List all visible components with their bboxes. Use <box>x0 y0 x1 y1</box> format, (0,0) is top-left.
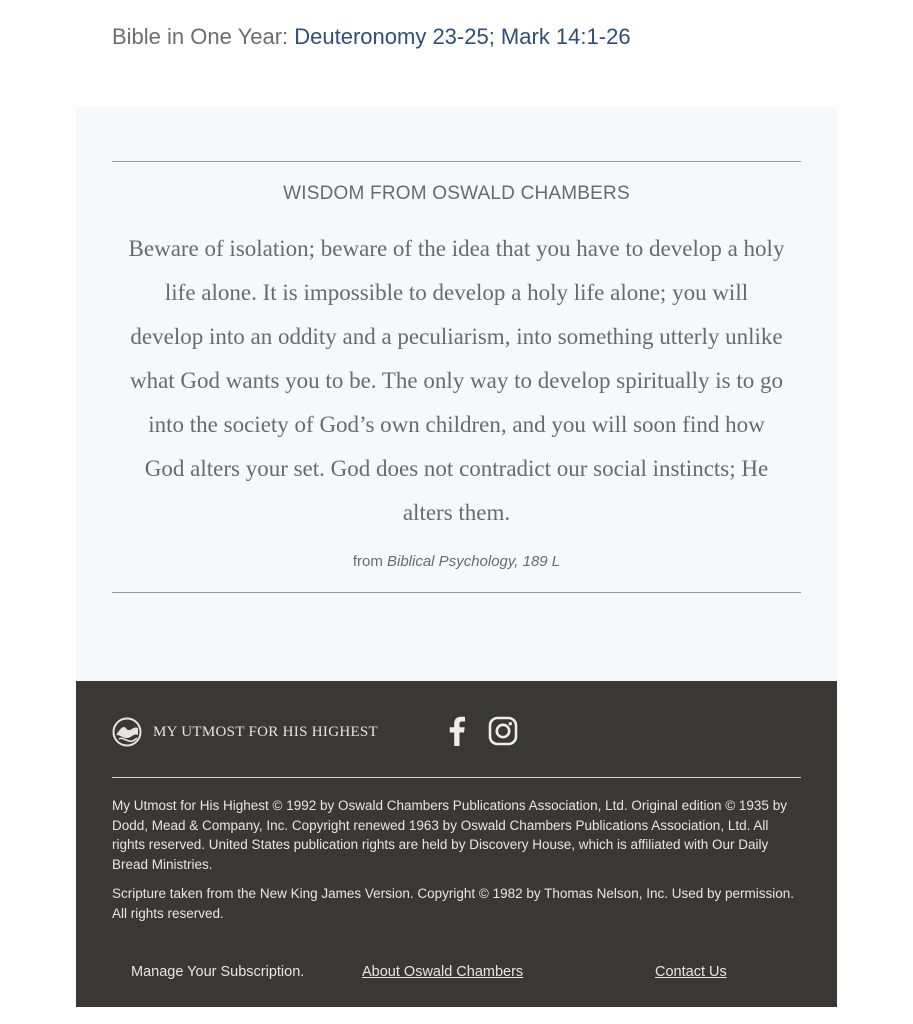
divider-bottom <box>112 592 801 593</box>
globe-logo-icon <box>112 717 142 747</box>
manage-subscription-text[interactable]: Manage Your Subscription. <box>131 964 305 980</box>
contact-us-link[interactable]: Contact Us <box>655 964 727 980</box>
brand[interactable] <box>112 717 378 747</box>
divider-top <box>112 161 801 162</box>
brand-name: MY UTMOST FOR HIS HIGHEST <box>153 723 379 740</box>
facebook-icon[interactable] <box>448 716 466 746</box>
quote-source-prefix: from <box>352 553 383 570</box>
wisdom-panel <box>76 107 837 681</box>
quote-source <box>76 553 837 570</box>
bible-in-one-year-label: Bible in One Year: <box>112 24 289 49</box>
wisdom-heading: WISDOM FROM OSWALD CHAMBERS <box>283 183 630 204</box>
footer <box>76 681 837 1007</box>
instagram-icon[interactable] <box>488 716 518 746</box>
about-oswald-chambers-link[interactable]: About Oswald Chambers <box>362 964 524 980</box>
footer-divider <box>112 777 801 778</box>
bible-in-one-year <box>112 24 631 50</box>
scripture-notice: Scripture taken from the New King James Version. Copyright © 1982 by Thomas Nelson, Inc. Used by permission. All rights reserved. <box>112 886 795 921</box>
copyright-notice: My Utmost for His Highest © 1992 by Oswald Chambers Publications Association, Ltd. Original edition © 1935 by Dodd, Mead & Company, Inc. Copyright renewed 1963 by Oswald Chambers Publications Association, Ltd. All rights reserved. United States publication rights are held by Discovery House, which is affiliated with Our Daily Bread Ministries. <box>112 798 787 872</box>
social-links <box>448 716 518 746</box>
quote-source-title: Biblical Psychology, 189 L <box>387 553 561 570</box>
wisdom-quote: Beware of isolation; beware of the idea that you have to develop a holy life alone. It is impossible to develop a holy life alone; you will develop into an oddity and a peculiarism, into something utterly unlike what God wants you to be. The only way to develop spiritually is to go into the society of God’s own children, and you will soon find how God alters your set. God does not contradict our social instincts; He alters them. <box>128 236 785 525</box>
bible-passage-link[interactable]: Deuteronomy 23-25; Mark 14:1-26 <box>294 24 631 49</box>
